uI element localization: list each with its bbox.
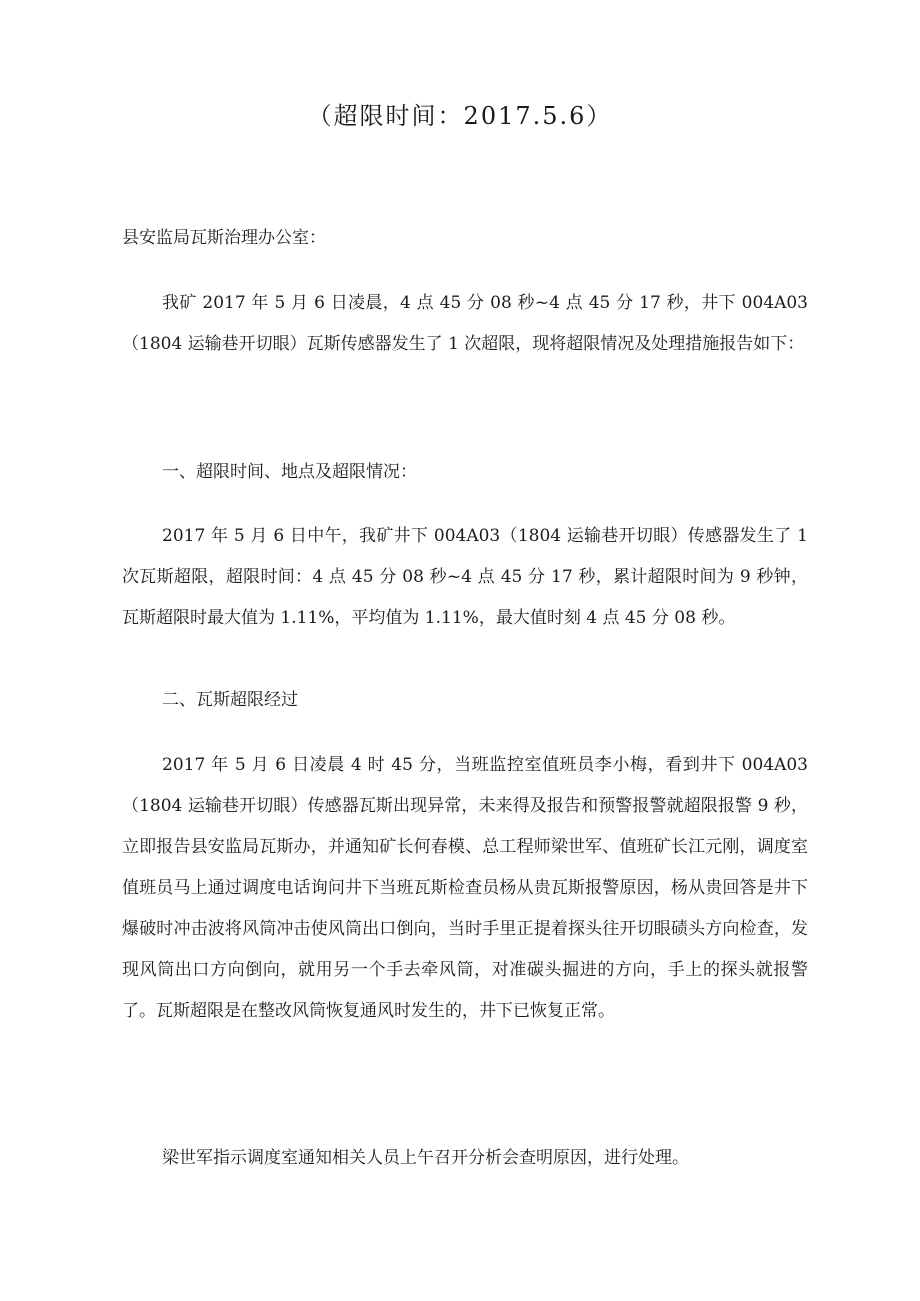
section2-body-text: 2017 年 5 月 6 日凌晨 4 时 45 分，当班监控室值班员李小梅，看到井下 004A03（1804 运输巷开切眼）传感器瓦斯出现异常，未来得及报告和预警报警就超限报警 9 秒，立即报告县安监局瓦斯办，并通知矿长何春模、总工程师梁世军、值班矿长江元刚，调度室值班员马上通过调度电话询问井下当班瓦斯检查员杨从贵瓦斯报警原因，杨从贵回答是井下爆破时冲击波将风筒冲击使风筒出口倒向，当时手里正提着探头往开切眼碛头方向检查，发现风筒出口方向倒向，就用另一个手去牵风筒，对准碳头掘进的方向，手上的探头就报警了。瓦斯超限是在整改风筒恢复通风时发生的，井下已恢复正常。 — [122, 755, 808, 1021]
closing-paragraph — [122, 1138, 808, 1179]
intro-paragraph — [122, 283, 808, 365]
section1-heading — [122, 452, 808, 493]
intro-text: 我矿 2017 年 5 月 6 日凌晨，4 点 45 分 08 秒~4 点 45 分 17 秒，井下 004A03（1804 运输巷开切眼）瓦斯传感器发生了 1 次超限，现将超限情况及处理措施报告如下： — [122, 293, 808, 354]
salutation — [122, 218, 808, 259]
salutation-text: 县安监局瓦斯治理办公室： — [122, 228, 326, 248]
section1-heading-text: 一、超限时间、地点及超限情况： — [162, 462, 417, 482]
section2-heading — [122, 680, 808, 721]
section2-paragraph — [122, 745, 808, 1032]
document-title: （超限时间：2017.5.6） — [307, 102, 613, 130]
section2-heading-text: 二、瓦斯超限经过 — [162, 690, 298, 710]
section1-body-text: 2017 年 5 月 6 日中午，我矿井下 004A03（1804 运输巷开切眼）传感器发生了 1 次瓦斯超限，超限时间：4 点 45 分 08 秒~4 点 45 分 17 秒，累计超限时间为 9 秒钟，瓦斯超限时最大值为 1.11%，平均值为 1.11%，最大值时刻 4 点 45 分 08 秒。 — [122, 526, 808, 628]
closing-text: 梁世军指示调度室通知相关人员上午召开分析会查明原因，进行处理。 — [162, 1148, 689, 1168]
section1-paragraph — [122, 516, 808, 639]
